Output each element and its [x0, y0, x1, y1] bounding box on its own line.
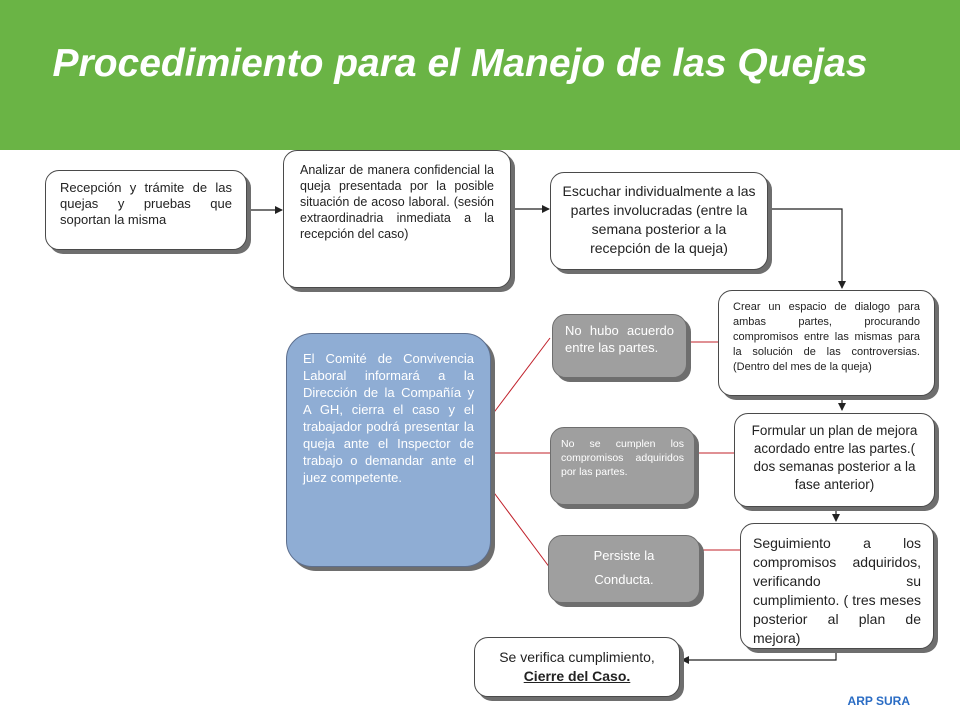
- box-comite: [286, 333, 491, 567]
- box-escuchar: [550, 172, 768, 270]
- box-seguimiento-text: Seguimiento a los compromisos adquiridos, verificando su cumplimiento. ( tres meses posterior al plan de mejora): [753, 535, 921, 646]
- box-recepcion-text: Recepción y trámite de las quejas y pruebas que soportan la misma: [60, 180, 232, 227]
- page-title: Procedimiento para el Manejo de las Quejas: [52, 42, 868, 85]
- arrow-seguimiento-verifica: [682, 650, 836, 660]
- connector-comite-persiste: [492, 490, 550, 568]
- box-seguimiento: [740, 523, 934, 649]
- box-analizar-text: Analizar de manera confidencial la queja presentada por la posible situación de acoso laboral. (sesión extraordinadria inmediata a la recepción del caso): [300, 163, 494, 241]
- box-persiste: [548, 535, 700, 603]
- box-escuchar-text: Escuchar individualmente a las partes involucradas (entre la semana posterior a la recepción de la queja): [562, 183, 756, 256]
- box-comite-text: El Comité de Convivencia Laboral informará a la Dirección de la Compañía y A GH, cierra el caso y el trabajador podrá presentar la queja ante el Inspector de trabajo o demandar ante el juez competente.: [303, 351, 474, 485]
- footer-brand: ARP SURA: [847, 694, 910, 708]
- box-no-acuerdo-text: No hubo acuerdo entre las partes.: [565, 323, 674, 355]
- box-formular-text: Formular un plan de mejora acordado entre las partes.( dos semanas posterior a la fase anterior): [751, 423, 918, 492]
- box-no-cumplen-text: No se cumplen los compromisos adquiridos por las partes.: [561, 438, 684, 478]
- box-analizar: [283, 150, 511, 288]
- box-no-acuerdo: [552, 314, 687, 378]
- box-persiste-line1: Persiste la: [593, 548, 655, 563]
- box-recepcion: [45, 170, 247, 250]
- box-verifica-line2: [483, 667, 671, 686]
- box-crear-text: Crear un espacio de dialogo para ambas partes, procurando compromisos entre las mismas para la solución de las controversias. (Dentro del mes de la queja): [733, 301, 920, 373]
- box-formular: [734, 413, 935, 507]
- box-verifica-line1: Se verifica cumplimiento,: [499, 649, 655, 665]
- box-crear: [718, 290, 935, 396]
- arrow-escuchar-crear: [770, 209, 842, 288]
- cierre-caso-text: Cierre del Caso.: [523, 668, 631, 684]
- box-persiste-line2: Conducta.: [594, 572, 654, 587]
- connector-comite-no-acuerdo: [492, 338, 550, 415]
- box-no-cumplen: [550, 427, 695, 505]
- box-verifica: [474, 637, 680, 697]
